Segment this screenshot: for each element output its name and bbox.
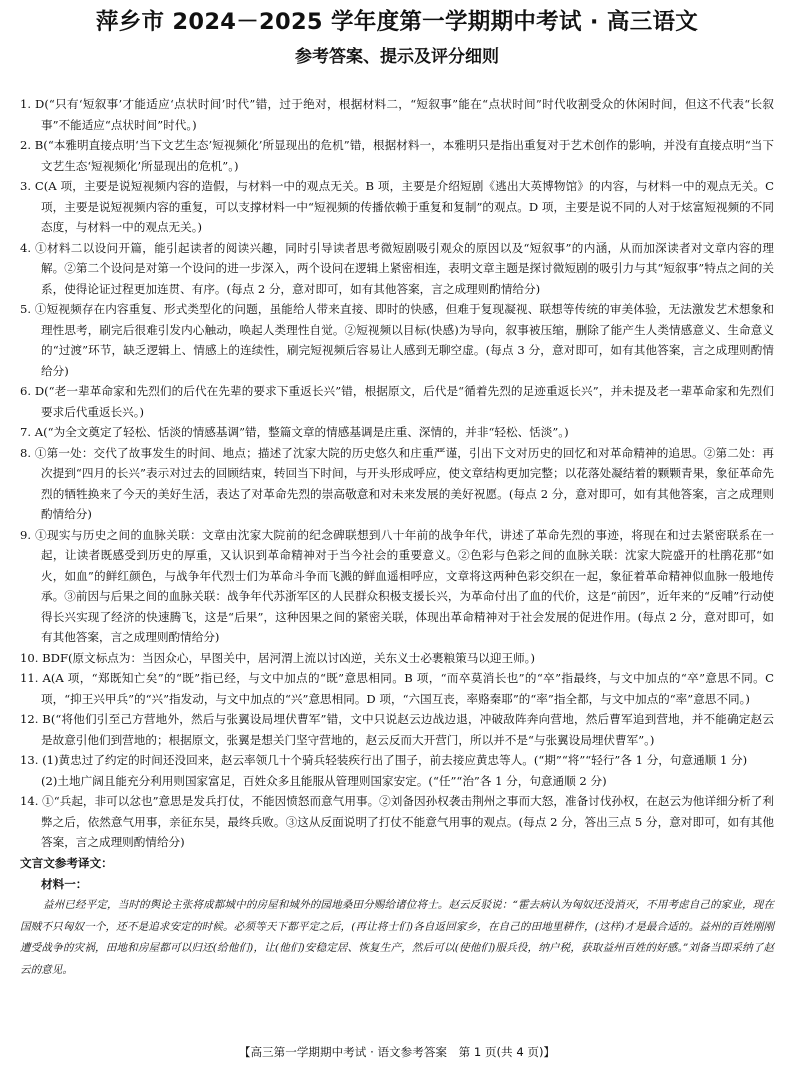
answer-item-1: 1. D(“只有‘短叙事’才能适应‘点状时间’时代”错，过于绝对，根据材料二，“短叙事”能在“点状时间”时代收割受众的休闲时间，但这不代表“长叙事”不能适应“点状时间”时代。) — [20, 97, 774, 132]
answer-item-10: 10. BDF(原文标点为：当因众心，早图关中，居河渭上流以讨凶逆，关东义士必裹粮策马以迎王师。) — [20, 650, 535, 665]
page-subtitle: 参考答案、提示及评分细则 — [295, 47, 499, 67]
answer-item-2: 2. B(“本雅明直接点明‘当下文艺生态’短视频化’所显现出的危机”错，根据材料一，本雅明只是指出重复对于艺术创作的影响，并没有直接点明“当下文艺生态‘短视频化’所显现出的危机”。) — [20, 138, 774, 173]
answer-body — [20, 94, 774, 981]
page-title: 萍乡市 2024－2025 学年度第一学期期中考试 · 高三语文 — [95, 9, 699, 35]
answer-item-3: 3. C(A 项，主要是说短视频内容的造假，与材料一中的观点无关。B 项，主要是介绍短剧《逃出大英博物馆》的内容，与材料一中的观点无关。C 项，主要是说短视频内容的重复，可以支撑材料一中“短视频的传播依赖于重复和复制”的观点。D 项，主要是说不同的人对于炫富短视频的不同态度，与材料一中的观点无关。) — [20, 179, 774, 234]
translation-heading: 文言文参考译文： — [20, 855, 113, 870]
answer-item-6: 6. D(“老一辈革命家和先烈们的后代在先辈的要求下重返长兴”错，根据原文，后代是“循着先烈的足迹重返长兴”，并未提及老一辈革命家和先烈们要求后代重返长兴。) — [20, 384, 774, 419]
answer-item-11: 11. A(A 项，“郑既知亡矣”的“既”指已经，与文中加点的“既”意思相同。B 项，“而卒莫消长也”的“卒”指最终，与文中加点的“卒”意思不同。C 项，“抑王兴甲兵”的“兴”指发动，与文中加点的“兴”意思相同。D 项，“六国互丧，率赂秦耶”的“率”指全都，与文中加点的“率”意思不同。) — [20, 671, 774, 706]
answer-item-4: 4. ①材料二以设问开篇，能引起读者的阅读兴趣，同时引导读者思考微短剧吸引观众的原因以及“短叙事”的内涵，从而加深读者对文章内容的理解。②第二个设问是对第一个设问的进一步深入，两个设问在逻辑上紧密相连，表明文章主题是探讨微短剧的吸引力与其“短叙事”特点之间的关系，使得论证过程更加连贯、有序。(每点 2 分，意对即可，如有其他答案，言之成理则酌情给分) — [20, 240, 774, 296]
answer-item-8: 8. ①第一处：交代了故事发生的时间、地点；描述了沈家大院的历史悠久和庄重严谨，引出下文对历史的回忆和对革命精神的追思。②第二处：再次提到“四月的长兴”表示对过去的回顾结束，转回当下时间，与开头形成呼应，使文章结构更加完整；以花落处凝结着的颗颗青果，象征革命先烈的牺牲换来了今天的美好生活，表达了对革命先烈的崇高敬意和对未来发展的美好祝愿。(每点 2 分，意对即可，如有其他答案，言之成理则酌情给分) — [20, 445, 774, 521]
answer-item-14: 14. ①“兵起，非可以忿也”意思是发兵打仗，不能因愤怒而意气用事。②刘备因孙权袭击荆州之事而大怒，准备讨伐孙权，在赵云为他详细分析了利弊之后，依然意气用事，亲征东吴，最终兵败。③这从反面说明了打仗不能意气用事的观点。(每点 2 分，答出三点 5 分，意对即可，如有其他答案，言之成理则酌情给分) — [20, 794, 774, 849]
answer-item-5: 5. ①短视频存在内容重复、形式类型化的问题，虽能给人带来直接、即时的快感，但难于复现凝视、联想等传统的审美体验，无法激发艺术想象和理性思考，刷完后很难引发内心触动，唤起人类理性自觉。②短视频以目标(快感)为导向，叙事被压缩，删除了能产生人类情感意义、生命意义的“过渡”环节，缺乏逻辑上、情感上的连续性，刷完短视频后容易让人感到无聊空虚。(每点 3 分，意对即可，如有其他答案，言之成理则酌情给分) — [20, 302, 774, 378]
material-label: 材料一： — [41, 877, 88, 891]
answer-item-12: 12. B(“将他们引至己方营地外，然后与张翼设局埋伏曹军”错，文中只说赵云边战边退，冲破敌阵奔向营地，然后曹军追到营地，并不能确定赵云是故意引他们到营地的；根据原文，张翼是想关门坚守营地的，赵云反而大开营门，所以并不是“与张翼设局埋伏曹军”。) — [20, 712, 774, 747]
answer-item-13-1: 13. (1)黄忠过了约定的时间还没回来，赵云率领几十个骑兵轻装疾行出了围子，前去接应黄忠等人。(“期”“将”“轻行”各 1 分，句意通顺 1 分) — [20, 753, 748, 767]
answer-item-13-2: (2)土地广阔且能充分利用则国家富足，百姓众多且能服从管理则国家安定。(“任”“治”各 1 分，句意通顺 2 分) — [41, 773, 607, 788]
page-footer: 【高三第一学期期中考试 · 语文参考答案 第 1 页(共 4 页)】 — [238, 1045, 556, 1059]
answer-item-9: 9. ①现实与历史之间的血脉关联：文章由沈家大院前的纪念碑联想到八十年前的战争年代，讲述了革命先烈的事迹，将现在和过去紧密联系在一起，让读者既感受到历史的厚重，又认识到革命精神对于当今社会的重要意义。②色彩与色彩之间的血脉关联：沈家大院盛开的杜鹃花那“如火，如血”的鲜红颜色，与战争年代烈士们为革命斗争而飞溅的鲜血遥相呼应，文章将这两种色彩交织在一起，象征着革命精神似血脉一般地传承。③前因与后果之间的血脉关联：战争年代苏浙军区的人民群众积极支援长兴，为革命付出了血的代价，这是“前因”，近年来的“反哺”行动使得长兴实现了经济的快速腾飞，这是“后果”，这种因果之间的紧密关联，体现出革命精神对于社会发展的促进作用。(每点 2 分，意对即可，如有其他答案，言之成理则酌情给分) — [20, 527, 774, 644]
answer-item-7: 7. A(“为全文奠定了轻松、恬淡的情感基调”错，整篇文章的情感基调是庄重、深情的，并非“轻松、恬淡”。) — [20, 425, 569, 439]
translation-text: 益州已经平定，当时的舆论主张将成都城中的房屋和城外的园地桑田分赐给诸位将士。赵云反驳说：“霍去病认为匈奴还没消灭，不用考虑自己的家业，现在国贼不只匈奴一个，还不是追求安定的时候。必须等天下都平定之后，(再让将士们)各自返回家乡，在自己的田地里耕作，(这样)才是最合适的。益州的百姓刚刚遭受战争的灾祸，田地和房屋都可以归还(给他们)，让(他们)安稳定居、恢复生产，然后可以(使他们)服兵役，纳户税，获取益州百姓的好感。”刘备当即采纳了赵云的意见。 — [20, 899, 774, 976]
